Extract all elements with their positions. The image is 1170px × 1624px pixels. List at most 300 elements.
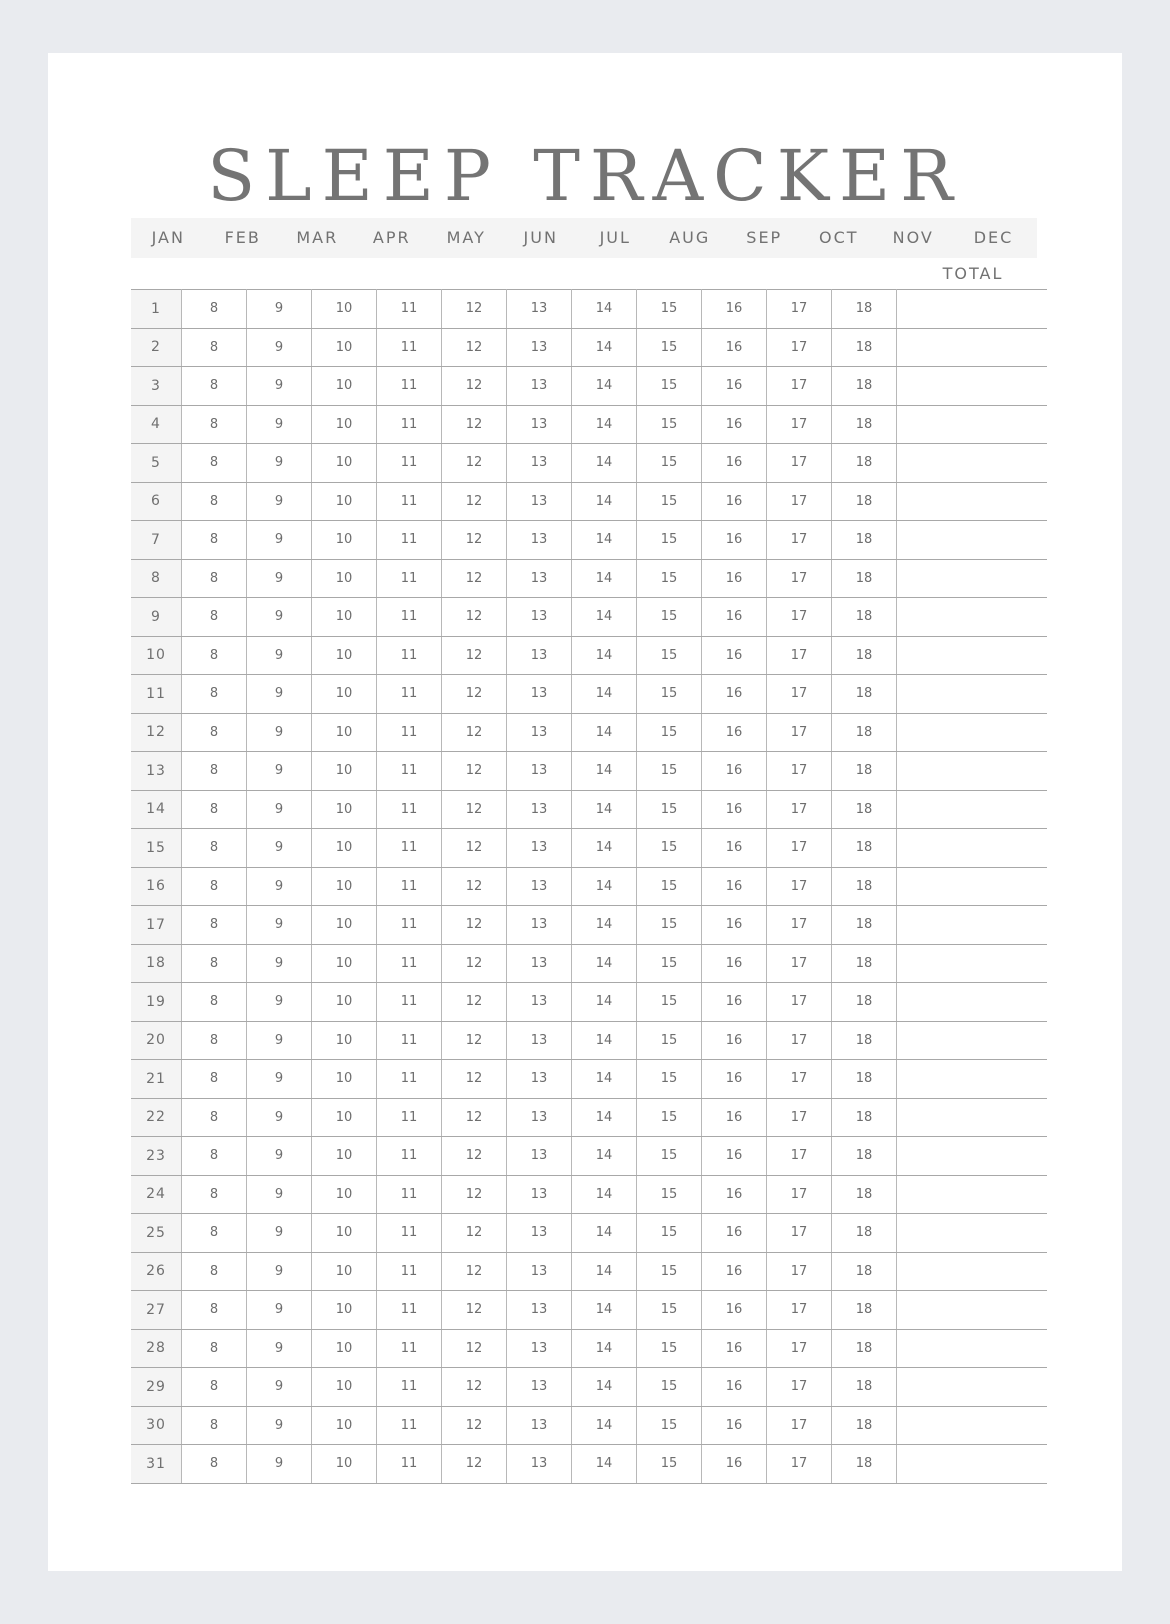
- hour-cell[interactable]: 8: [182, 1252, 247, 1291]
- hour-cell[interactable]: 8: [182, 1368, 247, 1407]
- hour-cell[interactable]: 9: [247, 1445, 312, 1484]
- hour-cell[interactable]: 13: [507, 906, 572, 945]
- hour-cell[interactable]: 16: [702, 1329, 767, 1368]
- hour-cell[interactable]: 16: [702, 290, 767, 329]
- hour-cell[interactable]: 13: [507, 290, 572, 329]
- hour-cell[interactable]: 12: [442, 1252, 507, 1291]
- hour-cell[interactable]: 11: [377, 290, 442, 329]
- hour-cell[interactable]: 12: [442, 944, 507, 983]
- hour-cell[interactable]: 10: [312, 1021, 377, 1060]
- hour-cell[interactable]: 13: [507, 482, 572, 521]
- hour-cell[interactable]: 8: [182, 636, 247, 675]
- hour-cell[interactable]: 9: [247, 829, 312, 868]
- hour-cell[interactable]: 16: [702, 944, 767, 983]
- hour-cell[interactable]: 14: [572, 290, 637, 329]
- hour-cell[interactable]: 8: [182, 906, 247, 945]
- hour-cell[interactable]: 12: [442, 983, 507, 1022]
- total-cell[interactable]: [897, 521, 1048, 560]
- hour-cell[interactable]: 8: [182, 482, 247, 521]
- hour-cell[interactable]: 16: [702, 1060, 767, 1099]
- hour-cell[interactable]: 11: [377, 983, 442, 1022]
- hour-cell[interactable]: 10: [312, 1445, 377, 1484]
- hour-cell[interactable]: 9: [247, 1406, 312, 1445]
- hour-cell[interactable]: 15: [637, 1060, 702, 1099]
- hour-cell[interactable]: 8: [182, 1214, 247, 1253]
- hour-cell[interactable]: 11: [377, 1137, 442, 1176]
- hour-cell[interactable]: 9: [247, 328, 312, 367]
- hour-cell[interactable]: 15: [637, 829, 702, 868]
- hour-cell[interactable]: 8: [182, 1137, 247, 1176]
- hour-cell[interactable]: 13: [507, 1368, 572, 1407]
- hour-cell[interactable]: 15: [637, 636, 702, 675]
- hour-cell[interactable]: 9: [247, 1368, 312, 1407]
- hour-cell[interactable]: 8: [182, 1060, 247, 1099]
- hour-cell[interactable]: 16: [702, 1252, 767, 1291]
- hour-cell[interactable]: 18: [832, 867, 897, 906]
- hour-cell[interactable]: 8: [182, 1098, 247, 1137]
- hour-cell[interactable]: 13: [507, 1329, 572, 1368]
- hour-cell[interactable]: 8: [182, 559, 247, 598]
- hour-cell[interactable]: 12: [442, 1445, 507, 1484]
- hour-cell[interactable]: 16: [702, 752, 767, 791]
- hour-cell[interactable]: 13: [507, 867, 572, 906]
- hour-cell[interactable]: 9: [247, 1060, 312, 1099]
- total-cell[interactable]: [897, 675, 1048, 714]
- hour-cell[interactable]: 14: [572, 598, 637, 637]
- hour-cell[interactable]: 18: [832, 983, 897, 1022]
- total-cell[interactable]: [897, 559, 1048, 598]
- hour-cell[interactable]: 15: [637, 675, 702, 714]
- total-cell[interactable]: [897, 405, 1048, 444]
- hour-cell[interactable]: 17: [767, 444, 832, 483]
- hour-cell[interactable]: 15: [637, 598, 702, 637]
- hour-cell[interactable]: 15: [637, 328, 702, 367]
- hour-cell[interactable]: 9: [247, 1021, 312, 1060]
- hour-cell[interactable]: 16: [702, 829, 767, 868]
- hour-cell[interactable]: 13: [507, 829, 572, 868]
- hour-cell[interactable]: 13: [507, 1291, 572, 1330]
- hour-cell[interactable]: 10: [312, 1214, 377, 1253]
- hour-cell[interactable]: 12: [442, 559, 507, 598]
- hour-cell[interactable]: 11: [377, 1214, 442, 1253]
- hour-cell[interactable]: 15: [637, 1098, 702, 1137]
- hour-cell[interactable]: 18: [832, 290, 897, 329]
- hour-cell[interactable]: 11: [377, 1175, 442, 1214]
- hour-cell[interactable]: 17: [767, 598, 832, 637]
- hour-cell[interactable]: 16: [702, 405, 767, 444]
- total-cell[interactable]: [897, 867, 1048, 906]
- hour-cell[interactable]: 10: [312, 829, 377, 868]
- hour-cell[interactable]: 18: [832, 675, 897, 714]
- total-cell[interactable]: [897, 944, 1048, 983]
- hour-cell[interactable]: 11: [377, 405, 442, 444]
- hour-cell[interactable]: 12: [442, 598, 507, 637]
- hour-cell[interactable]: 11: [377, 559, 442, 598]
- total-cell[interactable]: [897, 983, 1048, 1022]
- hour-cell[interactable]: 14: [572, 829, 637, 868]
- total-cell[interactable]: [897, 713, 1048, 752]
- hour-cell[interactable]: 10: [312, 944, 377, 983]
- hour-cell[interactable]: 10: [312, 290, 377, 329]
- hour-cell[interactable]: 16: [702, 906, 767, 945]
- hour-cell[interactable]: 16: [702, 1406, 767, 1445]
- hour-cell[interactable]: 13: [507, 367, 572, 406]
- hour-cell[interactable]: 12: [442, 328, 507, 367]
- hour-cell[interactable]: 10: [312, 790, 377, 829]
- hour-cell[interactable]: 11: [377, 1406, 442, 1445]
- hour-cell[interactable]: 17: [767, 1329, 832, 1368]
- hour-cell[interactable]: 17: [767, 290, 832, 329]
- total-cell[interactable]: [897, 1406, 1048, 1445]
- hour-cell[interactable]: 14: [572, 713, 637, 752]
- hour-cell[interactable]: 18: [832, 521, 897, 560]
- hour-cell[interactable]: 8: [182, 867, 247, 906]
- hour-cell[interactable]: 18: [832, 1445, 897, 1484]
- hour-cell[interactable]: 10: [312, 444, 377, 483]
- hour-cell[interactable]: 14: [572, 521, 637, 560]
- hour-cell[interactable]: 15: [637, 559, 702, 598]
- hour-cell[interactable]: 17: [767, 1445, 832, 1484]
- hour-cell[interactable]: 12: [442, 521, 507, 560]
- hour-cell[interactable]: 8: [182, 1445, 247, 1484]
- hour-cell[interactable]: 9: [247, 290, 312, 329]
- hour-cell[interactable]: 13: [507, 1445, 572, 1484]
- hour-cell[interactable]: 15: [637, 1368, 702, 1407]
- hour-cell[interactable]: 18: [832, 367, 897, 406]
- hour-cell[interactable]: 12: [442, 675, 507, 714]
- hour-cell[interactable]: 13: [507, 328, 572, 367]
- hour-cell[interactable]: 8: [182, 675, 247, 714]
- hour-cell[interactable]: 15: [637, 482, 702, 521]
- hour-cell[interactable]: 16: [702, 675, 767, 714]
- hour-cell[interactable]: 11: [377, 1060, 442, 1099]
- total-cell[interactable]: [897, 1021, 1048, 1060]
- hour-cell[interactable]: 17: [767, 1098, 832, 1137]
- hour-cell[interactable]: 17: [767, 1175, 832, 1214]
- hour-cell[interactable]: 17: [767, 906, 832, 945]
- hour-cell[interactable]: 9: [247, 675, 312, 714]
- hour-cell[interactable]: 8: [182, 1021, 247, 1060]
- hour-cell[interactable]: 9: [247, 521, 312, 560]
- hour-cell[interactable]: 8: [182, 713, 247, 752]
- hour-cell[interactable]: 13: [507, 1098, 572, 1137]
- hour-cell[interactable]: 16: [702, 444, 767, 483]
- hour-cell[interactable]: 16: [702, 521, 767, 560]
- hour-cell[interactable]: 10: [312, 559, 377, 598]
- hour-cell[interactable]: 18: [832, 1137, 897, 1176]
- hour-cell[interactable]: 18: [832, 752, 897, 791]
- hour-cell[interactable]: 14: [572, 790, 637, 829]
- hour-cell[interactable]: 9: [247, 790, 312, 829]
- hour-cell[interactable]: 10: [312, 367, 377, 406]
- hour-cell[interactable]: 15: [637, 752, 702, 791]
- hour-cell[interactable]: 9: [247, 713, 312, 752]
- hour-cell[interactable]: 11: [377, 1021, 442, 1060]
- hour-cell[interactable]: 17: [767, 1368, 832, 1407]
- hour-cell[interactable]: 12: [442, 367, 507, 406]
- hour-cell[interactable]: 11: [377, 675, 442, 714]
- hour-cell[interactable]: 18: [832, 1060, 897, 1099]
- hour-cell[interactable]: 12: [442, 1175, 507, 1214]
- hour-cell[interactable]: 10: [312, 482, 377, 521]
- hour-cell[interactable]: 8: [182, 1291, 247, 1330]
- hour-cell[interactable]: 17: [767, 1021, 832, 1060]
- hour-cell[interactable]: 14: [572, 367, 637, 406]
- hour-cell[interactable]: 18: [832, 328, 897, 367]
- hour-cell[interactable]: 17: [767, 752, 832, 791]
- hour-cell[interactable]: 12: [442, 1060, 507, 1099]
- hour-cell[interactable]: 10: [312, 1329, 377, 1368]
- hour-cell[interactable]: 11: [377, 713, 442, 752]
- hour-cell[interactable]: 12: [442, 636, 507, 675]
- hour-cell[interactable]: 11: [377, 328, 442, 367]
- hour-cell[interactable]: 16: [702, 983, 767, 1022]
- hour-cell[interactable]: 16: [702, 1098, 767, 1137]
- hour-cell[interactable]: 16: [702, 636, 767, 675]
- hour-cell[interactable]: 13: [507, 1021, 572, 1060]
- hour-cell[interactable]: 14: [572, 944, 637, 983]
- hour-cell[interactable]: 14: [572, 906, 637, 945]
- hour-cell[interactable]: 10: [312, 1060, 377, 1099]
- hour-cell[interactable]: 10: [312, 1175, 377, 1214]
- hour-cell[interactable]: 11: [377, 521, 442, 560]
- hour-cell[interactable]: 15: [637, 1252, 702, 1291]
- total-cell[interactable]: [897, 367, 1048, 406]
- hour-cell[interactable]: 16: [702, 790, 767, 829]
- hour-cell[interactable]: 10: [312, 713, 377, 752]
- hour-cell[interactable]: 13: [507, 944, 572, 983]
- hour-cell[interactable]: 17: [767, 1060, 832, 1099]
- hour-cell[interactable]: 12: [442, 1098, 507, 1137]
- hour-cell[interactable]: 12: [442, 829, 507, 868]
- hour-cell[interactable]: 12: [442, 290, 507, 329]
- hour-cell[interactable]: 10: [312, 983, 377, 1022]
- hour-cell[interactable]: 13: [507, 559, 572, 598]
- hour-cell[interactable]: 15: [637, 367, 702, 406]
- hour-cell[interactable]: 10: [312, 1252, 377, 1291]
- hour-cell[interactable]: 10: [312, 675, 377, 714]
- hour-cell[interactable]: 9: [247, 944, 312, 983]
- hour-cell[interactable]: 18: [832, 829, 897, 868]
- hour-cell[interactable]: 18: [832, 1368, 897, 1407]
- hour-cell[interactable]: 9: [247, 1214, 312, 1253]
- hour-cell[interactable]: 17: [767, 1406, 832, 1445]
- total-cell[interactable]: [897, 1060, 1048, 1099]
- total-cell[interactable]: [897, 1214, 1048, 1253]
- hour-cell[interactable]: 8: [182, 405, 247, 444]
- hour-cell[interactable]: 14: [572, 1214, 637, 1253]
- hour-cell[interactable]: 9: [247, 983, 312, 1022]
- hour-cell[interactable]: 17: [767, 559, 832, 598]
- hour-cell[interactable]: 9: [247, 636, 312, 675]
- hour-cell[interactable]: 11: [377, 444, 442, 483]
- hour-cell[interactable]: 9: [247, 598, 312, 637]
- total-cell[interactable]: [897, 829, 1048, 868]
- hour-cell[interactable]: 8: [182, 290, 247, 329]
- hour-cell[interactable]: 14: [572, 983, 637, 1022]
- hour-cell[interactable]: 15: [637, 1445, 702, 1484]
- hour-cell[interactable]: 9: [247, 867, 312, 906]
- hour-cell[interactable]: 9: [247, 1252, 312, 1291]
- hour-cell[interactable]: 11: [377, 1445, 442, 1484]
- hour-cell[interactable]: 18: [832, 559, 897, 598]
- hour-cell[interactable]: 13: [507, 636, 572, 675]
- hour-cell[interactable]: 10: [312, 867, 377, 906]
- hour-cell[interactable]: 9: [247, 444, 312, 483]
- hour-cell[interactable]: 11: [377, 598, 442, 637]
- hour-cell[interactable]: 18: [832, 444, 897, 483]
- hour-cell[interactable]: 13: [507, 1175, 572, 1214]
- hour-cell[interactable]: 13: [507, 983, 572, 1022]
- hour-cell[interactable]: 14: [572, 1291, 637, 1330]
- hour-cell[interactable]: 12: [442, 1137, 507, 1176]
- hour-cell[interactable]: 8: [182, 328, 247, 367]
- hour-cell[interactable]: 15: [637, 1329, 702, 1368]
- hour-cell[interactable]: 16: [702, 1175, 767, 1214]
- hour-cell[interactable]: 9: [247, 1137, 312, 1176]
- hour-cell[interactable]: 13: [507, 521, 572, 560]
- hour-cell[interactable]: 8: [182, 444, 247, 483]
- hour-cell[interactable]: 15: [637, 444, 702, 483]
- hour-cell[interactable]: 15: [637, 867, 702, 906]
- hour-cell[interactable]: 13: [507, 444, 572, 483]
- hour-cell[interactable]: 18: [832, 1291, 897, 1330]
- hour-cell[interactable]: 18: [832, 1098, 897, 1137]
- hour-cell[interactable]: 18: [832, 598, 897, 637]
- total-cell[interactable]: [897, 1329, 1048, 1368]
- hour-cell[interactable]: 14: [572, 1098, 637, 1137]
- hour-cell[interactable]: 12: [442, 1329, 507, 1368]
- hour-cell[interactable]: 8: [182, 1406, 247, 1445]
- hour-cell[interactable]: 15: [637, 713, 702, 752]
- hour-cell[interactable]: 13: [507, 1406, 572, 1445]
- hour-cell[interactable]: 11: [377, 636, 442, 675]
- hour-cell[interactable]: 17: [767, 1137, 832, 1176]
- hour-cell[interactable]: 10: [312, 1137, 377, 1176]
- total-cell[interactable]: [897, 752, 1048, 791]
- hour-cell[interactable]: 17: [767, 867, 832, 906]
- hour-cell[interactable]: 10: [312, 1098, 377, 1137]
- hour-cell[interactable]: 14: [572, 405, 637, 444]
- hour-cell[interactable]: 8: [182, 944, 247, 983]
- total-cell[interactable]: [897, 1252, 1048, 1291]
- hour-cell[interactable]: 13: [507, 1060, 572, 1099]
- hour-cell[interactable]: 17: [767, 636, 832, 675]
- total-cell[interactable]: [897, 790, 1048, 829]
- hour-cell[interactable]: 11: [377, 944, 442, 983]
- hour-cell[interactable]: 15: [637, 405, 702, 444]
- hour-cell[interactable]: 12: [442, 752, 507, 791]
- hour-cell[interactable]: 17: [767, 328, 832, 367]
- hour-cell[interactable]: 12: [442, 1214, 507, 1253]
- hour-cell[interactable]: 17: [767, 482, 832, 521]
- hour-cell[interactable]: 16: [702, 1214, 767, 1253]
- total-cell[interactable]: [897, 290, 1048, 329]
- hour-cell[interactable]: 9: [247, 405, 312, 444]
- hour-cell[interactable]: 17: [767, 944, 832, 983]
- hour-cell[interactable]: 9: [247, 1329, 312, 1368]
- hour-cell[interactable]: 14: [572, 1368, 637, 1407]
- hour-cell[interactable]: 10: [312, 1368, 377, 1407]
- hour-cell[interactable]: 15: [637, 1021, 702, 1060]
- hour-cell[interactable]: 18: [832, 405, 897, 444]
- hour-cell[interactable]: 12: [442, 482, 507, 521]
- hour-cell[interactable]: 12: [442, 1368, 507, 1407]
- hour-cell[interactable]: 14: [572, 559, 637, 598]
- hour-cell[interactable]: 13: [507, 790, 572, 829]
- hour-cell[interactable]: 15: [637, 1214, 702, 1253]
- hour-cell[interactable]: 15: [637, 1175, 702, 1214]
- hour-cell[interactable]: 8: [182, 1175, 247, 1214]
- hour-cell[interactable]: 14: [572, 444, 637, 483]
- hour-cell[interactable]: 12: [442, 790, 507, 829]
- hour-cell[interactable]: 13: [507, 675, 572, 714]
- hour-cell[interactable]: 11: [377, 867, 442, 906]
- hour-cell[interactable]: 14: [572, 328, 637, 367]
- hour-cell[interactable]: 11: [377, 1291, 442, 1330]
- hour-cell[interactable]: 17: [767, 829, 832, 868]
- hour-cell[interactable]: 15: [637, 290, 702, 329]
- hour-cell[interactable]: 14: [572, 1021, 637, 1060]
- hour-cell[interactable]: 11: [377, 790, 442, 829]
- total-cell[interactable]: [897, 1137, 1048, 1176]
- hour-cell[interactable]: 9: [247, 1098, 312, 1137]
- hour-cell[interactable]: 18: [832, 1329, 897, 1368]
- hour-cell[interactable]: 17: [767, 713, 832, 752]
- hour-cell[interactable]: 15: [637, 1137, 702, 1176]
- hour-cell[interactable]: 17: [767, 675, 832, 714]
- hour-cell[interactable]: 14: [572, 1060, 637, 1099]
- total-cell[interactable]: [897, 482, 1048, 521]
- total-cell[interactable]: [897, 1368, 1048, 1407]
- hour-cell[interactable]: 18: [832, 482, 897, 521]
- hour-cell[interactable]: 14: [572, 1137, 637, 1176]
- hour-cell[interactable]: 8: [182, 790, 247, 829]
- hour-cell[interactable]: 14: [572, 1406, 637, 1445]
- total-cell[interactable]: [897, 636, 1048, 675]
- hour-cell[interactable]: 18: [832, 906, 897, 945]
- hour-cell[interactable]: 17: [767, 983, 832, 1022]
- hour-cell[interactable]: 15: [637, 983, 702, 1022]
- hour-cell[interactable]: 13: [507, 405, 572, 444]
- hour-cell[interactable]: 18: [832, 1252, 897, 1291]
- hour-cell[interactable]: 18: [832, 1021, 897, 1060]
- hour-cell[interactable]: 13: [507, 1252, 572, 1291]
- hour-cell[interactable]: 14: [572, 752, 637, 791]
- hour-cell[interactable]: 10: [312, 752, 377, 791]
- total-cell[interactable]: [897, 1291, 1048, 1330]
- hour-cell[interactable]: 16: [702, 1368, 767, 1407]
- total-cell[interactable]: [897, 1098, 1048, 1137]
- total-cell[interactable]: [897, 598, 1048, 637]
- hour-cell[interactable]: 10: [312, 521, 377, 560]
- hour-cell[interactable]: 14: [572, 482, 637, 521]
- total-cell[interactable]: [897, 906, 1048, 945]
- hour-cell[interactable]: 9: [247, 752, 312, 791]
- hour-cell[interactable]: 16: [702, 559, 767, 598]
- hour-cell[interactable]: 14: [572, 867, 637, 906]
- hour-cell[interactable]: 9: [247, 1291, 312, 1330]
- hour-cell[interactable]: 15: [637, 1406, 702, 1445]
- hour-cell[interactable]: 14: [572, 1329, 637, 1368]
- hour-cell[interactable]: 16: [702, 367, 767, 406]
- hour-cell[interactable]: 18: [832, 713, 897, 752]
- hour-cell[interactable]: 11: [377, 367, 442, 406]
- hour-cell[interactable]: 16: [702, 328, 767, 367]
- hour-cell[interactable]: 13: [507, 1137, 572, 1176]
- hour-cell[interactable]: 11: [377, 752, 442, 791]
- hour-cell[interactable]: 16: [702, 482, 767, 521]
